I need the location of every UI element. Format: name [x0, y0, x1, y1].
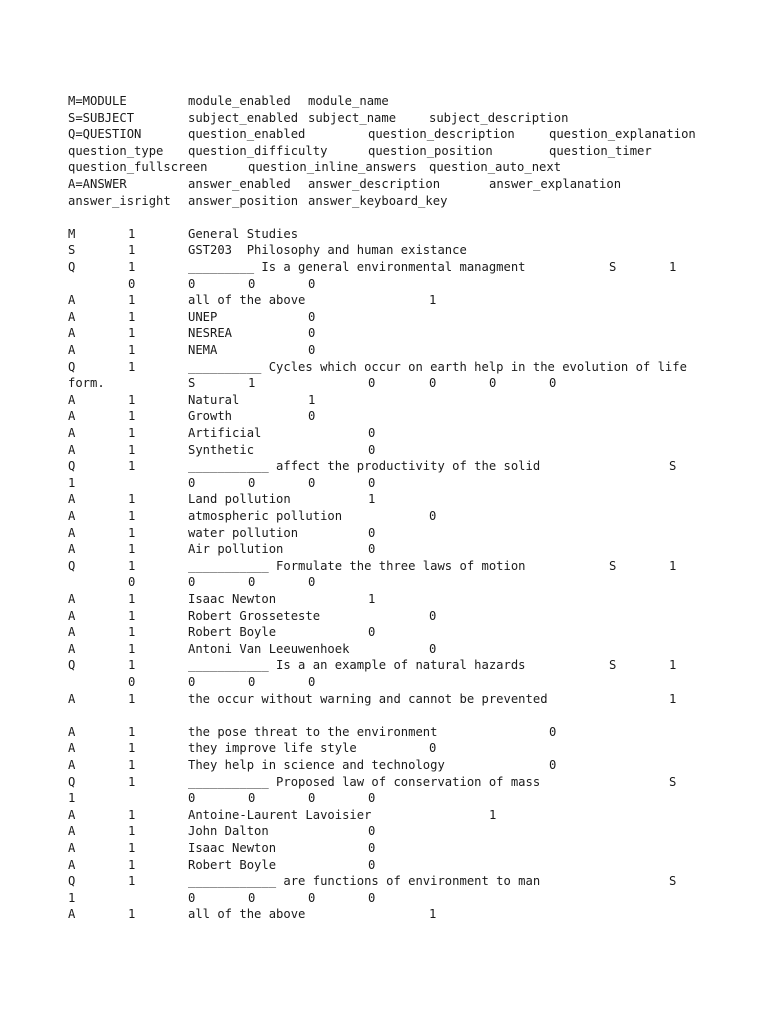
text-cell: ___________ Proposed law of conservation of mass [188, 774, 541, 789]
text-cell: 0 [308, 675, 316, 689]
text-cell: 0 [368, 890, 376, 905]
text-cell: 1 [128, 824, 136, 839]
text-cell: 1 [308, 392, 316, 407]
text-cell: ___________ Formulate the three laws of motion [188, 558, 526, 573]
text-cell: A [68, 392, 76, 407]
text-cell: answer_explanation [489, 177, 622, 191]
text-cell: answer_description [308, 177, 441, 191]
text-cell: S [669, 774, 677, 789]
text-line [0, 508, 768, 525]
text-cell: 1 [128, 658, 136, 673]
text-cell: 1 [68, 475, 76, 490]
text-cell: 1 [128, 625, 136, 640]
text-cell: 1 [128, 807, 136, 822]
text-cell: Q=QUESTION [68, 127, 142, 142]
text-cell: 1 [128, 509, 136, 523]
text-cell: 1 [429, 907, 437, 922]
blank-line [0, 209, 768, 226]
text-cell: A [68, 758, 76, 772]
text-line [0, 325, 768, 342]
text-cell: 1 [128, 592, 136, 606]
text-cell: 1 [128, 392, 136, 407]
text-cell: A [68, 309, 76, 324]
text-line [0, 408, 768, 425]
text-cell: 1 [128, 359, 136, 374]
text-line [0, 558, 768, 575]
text-cell: 1 [669, 558, 677, 573]
text-cell: 0 [308, 575, 316, 590]
text-line [0, 608, 768, 625]
text-cell: 0 [308, 475, 316, 490]
text-cell: 1 [68, 791, 76, 806]
text-cell: 0 [248, 575, 256, 590]
text-cell: 0 [188, 890, 196, 905]
text-cell: 1 [128, 309, 136, 324]
text-cell: 0 [128, 675, 136, 689]
text-cell: A [68, 625, 76, 640]
text-cell: 0 [489, 376, 497, 391]
text-line [0, 242, 768, 259]
text-line [0, 475, 768, 492]
text-cell: 1 [128, 758, 136, 772]
text-cell: 1 [128, 226, 136, 241]
text-line [0, 823, 768, 840]
text-cell: 0 [188, 675, 196, 689]
text-cell: Q [68, 874, 76, 889]
text-line [0, 657, 768, 674]
text-cell: subject_name [308, 110, 397, 125]
text-cell: Natural [188, 392, 240, 407]
text-line [0, 774, 768, 791]
text-line [0, 159, 768, 176]
text-line [0, 641, 768, 658]
text-line [0, 126, 768, 143]
text-line [0, 143, 768, 160]
text-cell: question_timer [549, 143, 652, 158]
text-cell: Q [68, 774, 76, 789]
text-cell: Antoni Van Leeuwenhoek [188, 641, 350, 656]
text-line [0, 110, 768, 127]
text-cell: They help in science and technology [188, 758, 445, 772]
text-cell: 0 [429, 741, 437, 756]
text-cell: 1 [128, 558, 136, 573]
text-line [0, 890, 768, 907]
text-cell: Q [68, 359, 76, 374]
text-cell: answer_isright [68, 193, 171, 208]
text-line [0, 674, 768, 691]
text-cell: ___________ Is a an example of natural hazards [188, 658, 526, 673]
text-cell: 0 [308, 326, 316, 341]
text-cell: question_type [68, 143, 164, 158]
text-cell: A [68, 907, 76, 922]
text-cell: 1 [128, 774, 136, 789]
text-cell: question_explanation [549, 127, 696, 142]
text-line [0, 359, 768, 376]
text-cell: 1 [368, 592, 376, 606]
text-cell: 0 [368, 824, 376, 839]
text-cell: subject_enabled [188, 110, 299, 125]
text-cell: 0 [308, 791, 316, 806]
text-cell: all of the above [188, 293, 306, 308]
text-cell: 0 [368, 475, 376, 490]
text-line [0, 840, 768, 857]
text-cell: 0 [368, 542, 376, 557]
text-cell: A [68, 724, 76, 739]
blank-line [0, 707, 768, 724]
text-cell: Q [68, 558, 76, 573]
text-cell: GST203 Philosophy and human existance [188, 243, 467, 258]
text-cell: 0 [368, 376, 376, 391]
text-cell: 0 [549, 724, 557, 739]
text-cell: answer_position [188, 193, 299, 208]
text-line [0, 259, 768, 276]
text-line [0, 176, 768, 193]
text-cell: A [68, 807, 76, 822]
text-cell: A [68, 857, 76, 872]
text-cell: A [68, 824, 76, 839]
text-cell: they improve life style [188, 741, 357, 756]
text-cell: question_inline_answers [248, 160, 417, 175]
text-cell: S [609, 260, 617, 274]
text-line [0, 491, 768, 508]
text-cell: 0 [549, 376, 557, 391]
text-cell: A [68, 426, 76, 440]
text-cell: form. [68, 376, 105, 391]
text-cell: A [68, 641, 76, 656]
text-cell: 1 [128, 641, 136, 656]
text-cell: 1 [128, 343, 136, 357]
text-line [0, 757, 768, 774]
text-cell: question_difficulty [188, 143, 328, 158]
text-cell: A [68, 409, 76, 424]
text-cell: 0 [188, 575, 196, 590]
text-cell: 0 [128, 276, 136, 291]
text-cell: all of the above [188, 907, 306, 922]
text-cell: 0 [368, 857, 376, 872]
text-cell: A [68, 343, 76, 357]
text-cell: A [68, 608, 76, 623]
text-line [0, 93, 768, 110]
text-cell: 1 [128, 492, 136, 507]
text-line [0, 591, 768, 608]
text-cell: Air pollution [188, 542, 284, 557]
text-cell: John Dalton [188, 824, 269, 839]
text-cell: S [68, 243, 76, 258]
text-cell: __________ Cycles which occur on earth help in the evolution of life [188, 359, 687, 374]
text-cell: 0 [429, 509, 437, 523]
text-cell: 1 [489, 807, 497, 822]
text-cell: M [68, 226, 76, 241]
text-cell: UNEP [188, 309, 218, 324]
text-cell: 1 [128, 691, 136, 706]
text-cell: question_enabled [188, 127, 306, 142]
text-cell: 1 [128, 741, 136, 756]
text-cell: 1 [128, 841, 136, 855]
text-cell: question_position [368, 143, 493, 158]
text-cell: S [669, 874, 677, 889]
text-line [0, 740, 768, 757]
text-line [0, 292, 768, 309]
text-cell: 0 [308, 890, 316, 905]
text-cell: 1 [128, 459, 136, 474]
text-cell: the occur without warning and cannot be prevented [188, 691, 548, 706]
text-cell: A [68, 841, 76, 855]
text-cell: 1 [128, 857, 136, 872]
text-cell: 0 [429, 641, 437, 656]
text-cell: S=SUBJECT [68, 110, 135, 125]
text-cell: 1 [128, 724, 136, 739]
text-cell: S [609, 658, 617, 673]
text-cell: Artificial [188, 426, 262, 440]
text-cell: 0 [248, 791, 256, 806]
text-cell: Land pollution [188, 492, 291, 507]
text-cell: Isaac Newton [188, 841, 277, 855]
text-cell: 0 [308, 276, 316, 291]
text-cell: 0 [368, 841, 376, 855]
text-line [0, 276, 768, 293]
text-cell: Robert Boyle [188, 625, 277, 640]
text-cell: S [669, 459, 677, 474]
text-cell: answer_enabled [188, 177, 291, 191]
text-cell: the pose threat to the environment [188, 724, 438, 739]
text-cell: 0 [429, 608, 437, 623]
text-cell: _________ Is a general environmental managment [188, 260, 526, 274]
text-cell: 0 [368, 525, 376, 540]
text-cell: Synthetic [188, 442, 255, 457]
text-cell: 1 [669, 658, 677, 673]
text-cell: NEMA [188, 343, 218, 357]
text-cell: Robert Boyle [188, 857, 277, 872]
text-cell: ___________ affect the productivity of the solid [188, 459, 541, 474]
text-cell: 0 [429, 376, 437, 391]
text-cell: 1 [128, 542, 136, 557]
text-cell: atmospheric pollution [188, 509, 343, 523]
text-line [0, 906, 768, 923]
text-cell: 0 [308, 409, 316, 424]
text-line [0, 807, 768, 824]
text-cell: Q [68, 459, 76, 474]
text-line [0, 873, 768, 890]
text-cell: 1 [128, 426, 136, 440]
text-cell: General Studies [188, 226, 299, 241]
text-cell: water pollution [188, 525, 299, 540]
text-line [0, 392, 768, 409]
text-cell: A [68, 691, 76, 706]
text-cell: 1 [429, 293, 437, 308]
text-cell: S [188, 376, 196, 391]
text-cell: question_description [368, 127, 515, 142]
text-cell: 0 [248, 890, 256, 905]
text-cell: A [68, 293, 76, 308]
text-cell: 1 [128, 442, 136, 457]
text-cell: 1 [128, 874, 136, 889]
text-cell: A=ANSWER [68, 177, 127, 191]
text-line [0, 193, 768, 210]
text-cell: 1 [669, 260, 677, 274]
text-cell: 1 [669, 691, 677, 706]
text-cell: 1 [128, 608, 136, 623]
text-cell: A [68, 592, 76, 606]
text-cell: A [68, 442, 76, 457]
text-cell: 0 [368, 426, 376, 440]
text-cell: 1 [128, 293, 136, 308]
text-cell: 0 [188, 276, 196, 291]
text-line [0, 525, 768, 542]
text-cell: 1 [128, 326, 136, 341]
text-cell: 1 [128, 409, 136, 424]
text-cell: 0 [248, 276, 256, 291]
text-line [0, 724, 768, 741]
text-cell: Q [68, 260, 76, 274]
text-cell: 0 [368, 791, 376, 806]
text-cell: 1 [368, 492, 376, 507]
text-cell: 1 [128, 907, 136, 922]
text-cell: Isaac Newton [188, 592, 277, 606]
text-cell: S [609, 558, 617, 573]
text-cell: 1 [128, 525, 136, 540]
text-cell: 0 [188, 475, 196, 490]
text-line [0, 309, 768, 326]
text-cell: 1 [128, 243, 136, 258]
text-line [0, 458, 768, 475]
text-cell: 1 [68, 890, 76, 905]
text-line [0, 691, 768, 708]
text-cell: Robert Grosseteste [188, 608, 321, 623]
text-cell: A [68, 509, 76, 523]
text-cell: answer_keyboard_key [308, 193, 448, 208]
text-cell: 0 [549, 758, 557, 772]
text-line [0, 857, 768, 874]
text-cell: 0 [128, 575, 136, 590]
text-line [0, 574, 768, 591]
text-line [0, 624, 768, 641]
text-cell: M=MODULE [68, 94, 127, 108]
text-cell: module_name [308, 94, 389, 108]
text-cell: 0 [368, 625, 376, 640]
text-cell: Growth [188, 409, 233, 424]
text-cell: 0 [368, 442, 376, 457]
text-cell: 0 [308, 309, 316, 324]
text-cell: 0 [248, 475, 256, 490]
text-cell: module_enabled [188, 94, 291, 108]
text-cell: question_fullscreen [68, 160, 208, 175]
text-cell: 1 [128, 260, 136, 274]
text-cell: 0 [248, 675, 256, 689]
text-line [0, 342, 768, 359]
text-cell: A [68, 326, 76, 341]
text-cell: 0 [308, 343, 316, 357]
text-cell: A [68, 492, 76, 507]
text-line [0, 375, 768, 392]
text-cell: Antoine-Laurent Lavoisier [188, 807, 372, 822]
text-cell: Q [68, 658, 76, 673]
text-cell: ____________ are functions of environment to man [188, 874, 541, 889]
text-line [0, 442, 768, 459]
text-line [0, 226, 768, 243]
text-line [0, 541, 768, 558]
text-cell: NESREA [188, 326, 233, 341]
text-cell: A [68, 525, 76, 540]
text-cell: subject_description [429, 110, 569, 125]
text-line [0, 425, 768, 442]
text-cell: 0 [188, 791, 196, 806]
text-cell: 1 [248, 376, 256, 391]
text-cell: A [68, 741, 76, 756]
text-cell: A [68, 542, 76, 557]
text-cell: question_auto_next [429, 160, 562, 175]
text-line [0, 790, 768, 807]
